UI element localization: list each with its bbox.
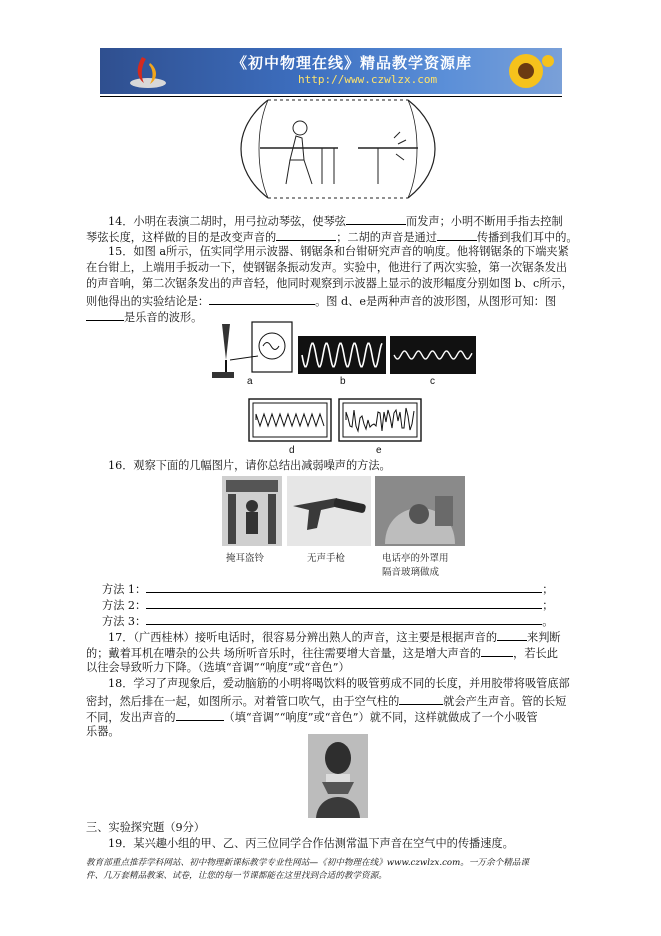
figure-b-loud-wave [298, 336, 386, 374]
q17-text-2b: ，若长此 [513, 647, 558, 660]
method-1-label: 方法 1： [102, 583, 147, 596]
q18-blank-1[interactable] [399, 692, 443, 705]
q15-text-4b: 。图 d、e是两种声音的波形图，从图形可知：图 [315, 295, 557, 308]
method-2-label: 方法 2： [102, 599, 147, 612]
figure-e-noise-wave [338, 398, 422, 442]
q19-line1: 19．某兴趣小组的甲、乙、丙三位同学合作估测常温下声音在空气中的传播速度。 [108, 837, 514, 850]
site-logo-icon [128, 53, 168, 89]
q17-blank-1[interactable] [497, 628, 527, 641]
q15-blank-1[interactable] [209, 292, 315, 305]
q15-line1: 15．如图 a所示，伍实同学用示波器、钢锯条和台钳研究声音的响度。他将钢锯条的下端夹紧 [108, 245, 569, 258]
footer-line1: 教育部重点推荐学科网站、初中物理新课标教学专业性网站—《初中物理在线》www.czwlzx.com。一万余个精品课 [86, 858, 529, 868]
q18-text-2a: 密封，然后排在一起，如图所示。对着管口吹气，由于空气柱的 [86, 695, 400, 708]
q14-blank-3[interactable] [437, 228, 477, 241]
method-1-blank[interactable] [146, 580, 542, 593]
figure-d-musical-wave [248, 398, 332, 442]
q18-blank-2[interactable] [176, 708, 224, 721]
q18-line4: 乐器。 [86, 725, 120, 738]
cover-ears-bell-photo [222, 476, 282, 546]
method-1-end: ； [542, 583, 554, 596]
q15-blank-2[interactable] [86, 308, 124, 321]
straw-instrument-photo [308, 734, 368, 818]
fig-label-c: c [430, 376, 435, 387]
fig-label-e: e [376, 445, 382, 456]
q18-line1: 18．学习了声现象后，爱动脑筋的小明将喝饮料的吸管剪成不同的长度，并用胶带将吸管底部 [108, 677, 570, 690]
q14-text-2a: 琴弦长度，这样做的目的是改变声音的 [86, 231, 277, 244]
q18-text-3b: （填“音调”“响度”或“音色”）就不同，这样就做成了一个小吸管 [223, 711, 538, 724]
caption-silenced-pistol: 无声手枪 [307, 553, 346, 564]
banner-title: 《初中物理在线》精品教学资源库 [232, 54, 473, 72]
fig-label-d: d [289, 445, 295, 456]
q17-text-1b: 来判断 [527, 631, 561, 644]
globe-sound-experiment-figure [238, 98, 438, 200]
header-banner [100, 48, 562, 94]
q14-blank-2[interactable] [276, 228, 336, 241]
caption-phone-booth-1: 电话亭的外罩用 [382, 553, 449, 564]
fig-label-b: b [340, 376, 346, 387]
banner-url: http://www.czwlzx.com [298, 73, 438, 86]
method-3-blank[interactable] [146, 612, 542, 625]
figure-c-quiet-wave [390, 336, 476, 374]
q15-line2: 在台钳上，上端用手扳动一下，使钢锯条振动发声。实验中，他进行了两次实验，第一次锯条发出 [86, 261, 568, 274]
q14-text-2c: 传播到我们耳中的。 [476, 231, 578, 244]
fig-label-a: a [247, 376, 253, 387]
q14-text-1b: 而发声；小明不断用手指去控制 [406, 215, 563, 228]
sunflower-icon [496, 51, 554, 91]
method-2-blank[interactable] [146, 596, 542, 609]
header-rule [100, 96, 562, 97]
footer-line2: 件、几万套精品教案、试卷，让您的每一节课都能在这里找到合适的教学资源。 [86, 871, 387, 881]
q17-blank-2[interactable] [481, 644, 513, 657]
q18-text-2b: 就会产生声音。管的长短 [443, 695, 567, 708]
phone-booth-photo [375, 476, 465, 546]
method-3-label: 方法 3： [102, 615, 147, 628]
q14-blank-1[interactable] [346, 212, 406, 225]
q15-line5 [86, 308, 202, 326]
q17-text-1a: 17．（广西桂林）接听电话时，很容易分辨出熟人的声音，这主要是根据声音的 [108, 631, 498, 644]
q14-text-1a: 14．小明在表演二胡时，用弓拉动琴弦，使琴弦 [108, 215, 346, 228]
method-2-end: ； [542, 599, 554, 612]
q14-text-2b: ；二胡的声音是通过 [336, 231, 437, 244]
q18-text-3a: 不同，发出声音的 [86, 711, 176, 724]
q15-text-4a: 则他得出的实验结论是： [86, 295, 210, 308]
q15-text-5: 是乐音的波形。 [124, 311, 203, 324]
q17-line3: 以往会导致听力下降。（选填“音调”“响度”或“音色”） [86, 661, 350, 674]
figure-a-oscilloscope [208, 320, 296, 382]
section3-title: 三、实验探究题（9分） [86, 821, 205, 834]
q17-text-2a: 的；戴着耳机在嘈杂的公共 场所听音乐时，往往需要增大音量，这是增大声音的 [86, 647, 482, 660]
method-3-end: 。 [542, 615, 554, 628]
caption-phone-booth-2: 隔音玻璃做成 [382, 567, 440, 578]
caption-cover-ears: 掩耳盗铃 [226, 553, 265, 564]
q15-line3: 的声音响，第二次锯条发出的声音轻，他同时观察到示波器上显示的波形幅度分别如图 b、c所示， [86, 277, 573, 290]
q16-line1: 16．观察下面的几幅图片，请你总结出减弱噪声的方法。 [108, 459, 391, 472]
silenced-pistol-photo [287, 476, 371, 546]
q18-line3 [86, 708, 538, 726]
